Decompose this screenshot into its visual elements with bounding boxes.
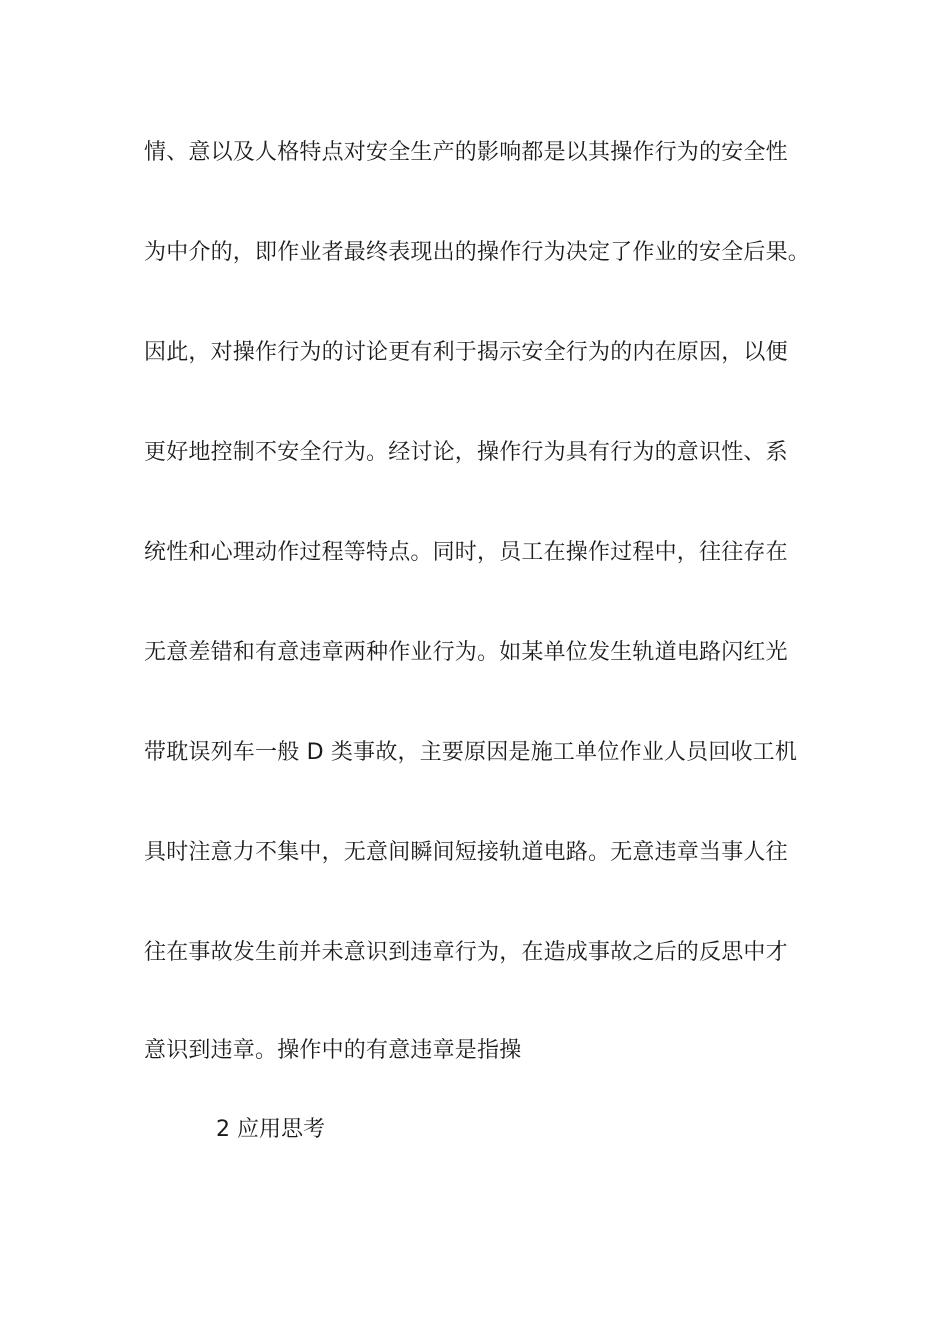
body-text-line: 为中介的，即作业者最终表现出的操作行为决定了作业的安全后果。: [144, 240, 811, 265]
body-text-line: 情、意以及人格特点对安全生产的影响都是以其操作行为的安全性: [144, 140, 788, 165]
section-heading: 2 应用思考: [216, 1117, 325, 1142]
body-text-line: 无意差错和有意违章两种作业行为。如某单位发生轨道电路闪红光: [144, 640, 788, 665]
body-text-line: 因此，对操作行为的讨论更有利于揭示安全行为的内在原因，以便: [144, 340, 788, 365]
body-text-line: 具时注意力不集中，无意间瞬间短接轨道电路。无意违章当事人往: [144, 840, 788, 865]
body-text-line: 更好地控制不安全行为。经讨论，操作行为具有行为的意识性、系: [144, 440, 788, 465]
body-text-line: 意识到违章。操作中的有意违章是指操: [144, 1038, 522, 1063]
body-text-line: 往在事故发生前并未意识到违章行为，在造成事故之后的反思中才: [144, 940, 788, 965]
body-text-line: 统性和心理动作过程等特点。同时，员工在操作过程中，往往存在: [144, 540, 788, 565]
body-text-line: 带耽误列车一般 D 类事故，主要原因是施工单位作业人员回收工机: [144, 740, 798, 765]
